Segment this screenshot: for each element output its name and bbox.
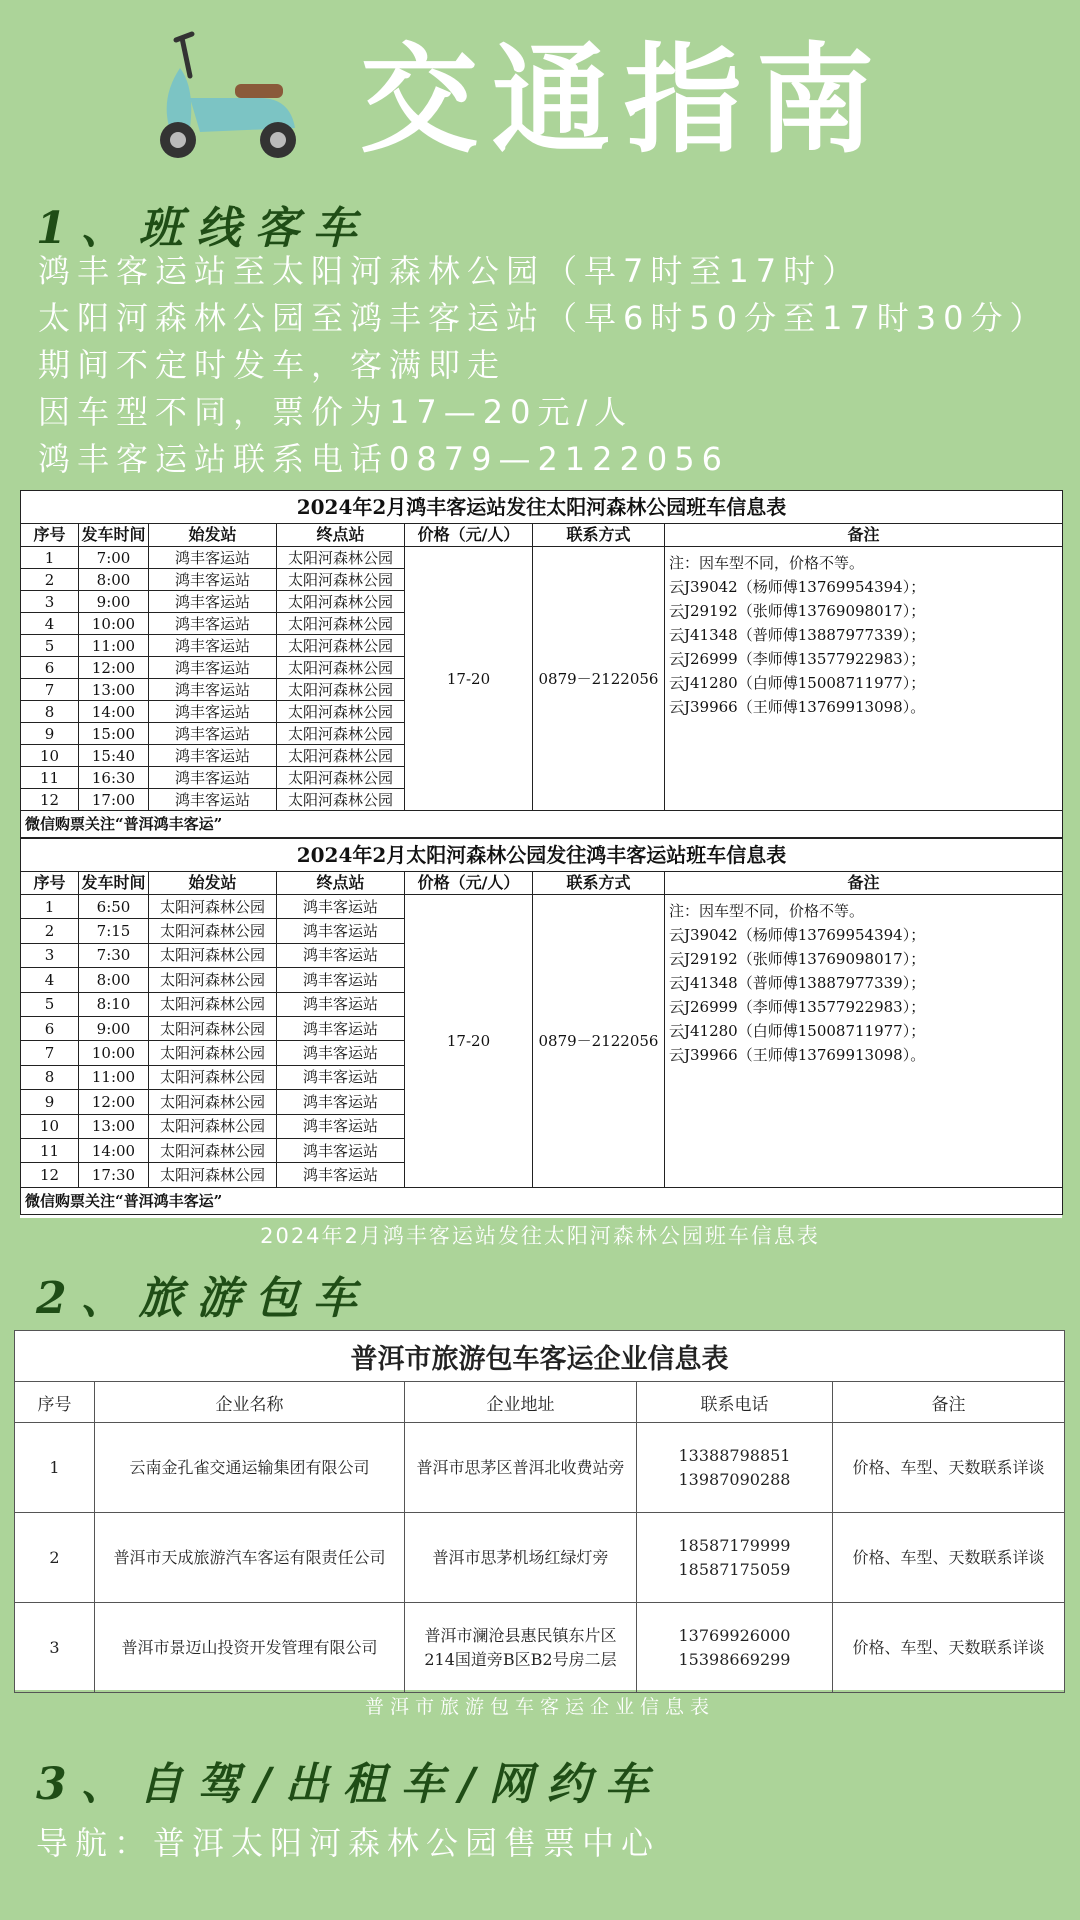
- table-cell: 11:00: [79, 635, 149, 657]
- company-phones: [637, 1423, 833, 1513]
- table-cell: 8: [21, 1065, 79, 1089]
- table-cell: 太阳河森林公园: [149, 992, 277, 1016]
- table-cell: 鸿丰客运站: [277, 1163, 405, 1187]
- table-cell: 鸿丰客运站: [277, 943, 405, 967]
- table-cell: 太阳河森林公园: [149, 1114, 277, 1138]
- column-header: 序号: [21, 524, 79, 547]
- table-cell: 7: [21, 1041, 79, 1065]
- table-cell: 12: [21, 789, 79, 811]
- phone-number: 13388798851: [678, 1445, 791, 1465]
- table-cell: 11: [21, 767, 79, 789]
- table-body: [21, 547, 1063, 811]
- table-title: 2024年2月鸿丰客运站发往太阳河森林公园班车信息表: [21, 491, 1063, 524]
- table-cell: 鸿丰客运站: [149, 635, 277, 657]
- table-cell: 9: [21, 1090, 79, 1114]
- table-cell: 太阳河森林公园: [149, 895, 277, 919]
- column-header: 价格（元/人）: [405, 524, 533, 547]
- table-cell: 7:00: [79, 547, 149, 569]
- table-cell: 10: [21, 1114, 79, 1138]
- table-row: [21, 547, 1063, 569]
- company-note: 价格、车型、天数联系详谈: [833, 1423, 1065, 1513]
- table-cell: 鸿丰客运站: [149, 569, 277, 591]
- table-cell: 太阳河森林公园: [277, 547, 405, 569]
- column-header: 企业地址: [405, 1382, 637, 1423]
- table-cell: 鸿丰客运站: [277, 919, 405, 943]
- table-cell: 11:00: [79, 1065, 149, 1089]
- table-cell: 1: [21, 895, 79, 919]
- table-cell: 太阳河森林公园: [149, 943, 277, 967]
- column-header: 序号: [15, 1382, 95, 1423]
- column-header: 始发站: [149, 524, 277, 547]
- column-header: 价格（元/人）: [405, 872, 533, 895]
- info-line: 因车型不同，票价为17—20元/人: [38, 393, 634, 431]
- address-line: 214国道旁B区B2号房二层: [424, 1649, 617, 1669]
- company-address: [405, 1513, 637, 1603]
- table-cell: 5: [21, 635, 79, 657]
- column-header: 备注: [833, 1382, 1065, 1423]
- contact-cell: 0879－2122056: [533, 547, 665, 811]
- table-cell: 太阳河森林公园: [277, 635, 405, 657]
- column-header: 企业名称: [95, 1382, 405, 1423]
- company-phones: [637, 1513, 833, 1603]
- table-cell: 鸿丰客运站: [277, 895, 405, 919]
- table-cell: 太阳河森林公园: [149, 919, 277, 943]
- table-cell: 太阳河森林公园: [149, 968, 277, 992]
- column-header: 终点站: [277, 872, 405, 895]
- note-line: 云J41280（白师傅15008711977）；: [669, 1022, 926, 1040]
- page-title: 交通指南: [360, 30, 889, 169]
- company-name: 普洱市景迈山投资开发管理有限公司: [95, 1603, 405, 1693]
- table-cell: 太阳河森林公园: [277, 701, 405, 723]
- table-cell: 9:00: [79, 1016, 149, 1040]
- table-cell: 7:30: [79, 943, 149, 967]
- company-note: 价格、车型、天数联系详谈: [833, 1513, 1065, 1603]
- address-line: 普洱市思茅区普洱北收费站旁: [416, 1457, 625, 1477]
- column-header: 联系方式: [533, 872, 665, 895]
- table-cell: 2: [15, 1513, 95, 1603]
- table-cell: 鸿丰客运站: [277, 1114, 405, 1138]
- section-heading-charter: 2、旅游包车: [36, 1273, 371, 1324]
- table-cell: 6: [21, 1016, 79, 1040]
- table-body: [21, 895, 1063, 1188]
- table-cell: 12:00: [79, 657, 149, 679]
- table-cell: 3: [21, 591, 79, 613]
- section-heading-bus: 1、班线客车: [36, 203, 371, 254]
- table-cell: 太阳河森林公园: [277, 767, 405, 789]
- column-header: 发车时间: [79, 872, 149, 895]
- company-address: [405, 1603, 637, 1693]
- company-note: 价格、车型、天数联系详谈: [833, 1603, 1065, 1693]
- phone-number: 15398669299: [678, 1649, 791, 1669]
- table-cell: 6:50: [79, 895, 149, 919]
- address-line: 普洱市澜沧县惠民镇东片区: [424, 1625, 617, 1645]
- column-header: 联系电话: [637, 1382, 833, 1423]
- table-cell: 14:00: [79, 701, 149, 723]
- column-header: 终点站: [277, 524, 405, 547]
- table-cell: 17:30: [79, 1163, 149, 1187]
- table-cell: 13:00: [79, 679, 149, 701]
- column-header: 备注: [665, 872, 1063, 895]
- table-cell: 鸿丰客运站: [277, 1041, 405, 1065]
- table-cell: 鸿丰客运站: [149, 701, 277, 723]
- company-address: [405, 1423, 637, 1513]
- table-cell: 太阳河森林公园: [277, 569, 405, 591]
- note-line: 云J26999（李师傅13577922983）；: [669, 998, 926, 1016]
- company-phones: [637, 1603, 833, 1693]
- table-cell: 17:00: [79, 789, 149, 811]
- table-cell: 8:00: [79, 968, 149, 992]
- company-name: 普洱市天成旅游汽车客运有限责任公司: [95, 1513, 405, 1603]
- table-cell: 12:00: [79, 1090, 149, 1114]
- bus-caption: 2024年2月鸿丰客运站发往太阳河森林公园班车信息表: [260, 1224, 820, 1248]
- table-cell: 10:00: [79, 1041, 149, 1065]
- company-name: 云南金孔雀交通运输集团有限公司: [95, 1423, 405, 1513]
- table-cell: 太阳河森林公园: [149, 1041, 277, 1065]
- charter-table-image: [14, 1330, 1064, 1690]
- table-cell: 太阳河森林公园: [149, 1016, 277, 1040]
- phone-number: 13987090288: [678, 1469, 791, 1489]
- contact-cell: 0879－2122056: [533, 895, 665, 1188]
- price-cell: 17-20: [405, 547, 533, 811]
- table-cell: 鸿丰客运站: [149, 547, 277, 569]
- table-cell: 3: [15, 1603, 95, 1693]
- table-cell: 14:00: [79, 1138, 149, 1162]
- table-cell: 鸿丰客运站: [277, 1016, 405, 1040]
- section-heading-self-drive: 3、自驾/出租车/网约车: [36, 1759, 663, 1810]
- table-cell: 1: [15, 1423, 95, 1513]
- note-line: 云J41280（白师傅15008711977）；: [669, 674, 926, 692]
- note-line: 云J39966（王师傅13769913098）。: [669, 1046, 926, 1064]
- note-line: 云J41348（普师傅13887977339）；: [669, 974, 926, 992]
- note-line: 云J39042（杨师傅13769954394）；: [669, 926, 926, 944]
- table-cell: 7: [21, 679, 79, 701]
- info-line: 鸿丰客运站至太阳河森林公园（早7时至17时）: [38, 252, 862, 290]
- table-cell: 鸿丰客运站: [149, 745, 277, 767]
- table-cell: 鸿丰客运站: [149, 657, 277, 679]
- header: [0, 20, 1080, 170]
- notes-cell: [665, 895, 1063, 1188]
- info-line: 太阳河森林公园至鸿丰客运站（早6时50分至17时30分）: [38, 299, 1049, 337]
- table-cell: 太阳河森林公园: [277, 679, 405, 701]
- table-cell: 鸿丰客运站: [277, 1138, 405, 1162]
- table-cell: 6: [21, 657, 79, 679]
- charter-table: [14, 1330, 1065, 1693]
- note-line: 云J29192（张师傅13769098017）；: [669, 950, 926, 968]
- table-cell: 鸿丰客运站: [277, 1090, 405, 1114]
- notes-cell: [665, 547, 1063, 811]
- table-cell: 9: [21, 723, 79, 745]
- table-footer: 微信购票关注“普洱鸿丰客运”: [21, 1187, 1063, 1214]
- table-body: [15, 1423, 1065, 1693]
- column-header: 序号: [21, 872, 79, 895]
- table-row: [21, 895, 1063, 919]
- table-cell: 太阳河森林公园: [277, 657, 405, 679]
- charter-caption: 普洱市旅游包车客运企业信息表: [364, 1696, 715, 1718]
- bus-table-outbound: [20, 490, 1063, 838]
- table-row: [15, 1513, 1065, 1603]
- bus-info-lines: [38, 248, 1068, 483]
- table-cell: 太阳河森林公园: [149, 1065, 277, 1089]
- table-cell: 4: [21, 968, 79, 992]
- note-line: 云J39042（杨师傅13769954394）；: [669, 578, 926, 596]
- table-cell: 12: [21, 1163, 79, 1187]
- phone-number: 18587179999: [678, 1535, 791, 1555]
- column-header: 发车时间: [79, 524, 149, 547]
- table-cell: 鸿丰客运站: [149, 591, 277, 613]
- table-cell: 8:10: [79, 992, 149, 1016]
- address-line: 普洱市思茅机场红绿灯旁: [432, 1547, 609, 1567]
- info-line: 鸿丰客运站联系电话0879—2122056: [38, 440, 729, 478]
- table-cell: 10: [21, 745, 79, 767]
- table-cell: 10:00: [79, 613, 149, 635]
- column-header: 始发站: [149, 872, 277, 895]
- table-cell: 鸿丰客运站: [277, 968, 405, 992]
- table-cell: 15:40: [79, 745, 149, 767]
- note-line: 注：因车型不同，价格不等。: [669, 554, 865, 572]
- table-cell: 太阳河森林公园: [149, 1090, 277, 1114]
- phone-number: 13769926000: [678, 1625, 791, 1645]
- table-cell: 3: [21, 943, 79, 967]
- table-cell: 7:15: [79, 919, 149, 943]
- table-title: 普洱市旅游包车客运企业信息表: [15, 1331, 1065, 1382]
- table-row: [15, 1603, 1065, 1693]
- table-cell: 太阳河森林公园: [277, 591, 405, 613]
- column-header: 备注: [665, 524, 1063, 547]
- table-cell: 鸿丰客运站: [149, 679, 277, 701]
- table-cell: 鸿丰客运站: [277, 992, 405, 1016]
- note-line: 云J41348（普师傅13887977339）；: [669, 626, 926, 644]
- table-cell: 1: [21, 547, 79, 569]
- table-cell: 13:00: [79, 1114, 149, 1138]
- table-cell: 太阳河森林公园: [277, 745, 405, 767]
- table-row: [15, 1423, 1065, 1513]
- navigation-text: 导航：普洱太阳河森林公园售票中心: [36, 1824, 661, 1862]
- table-cell: 太阳河森林公园: [277, 613, 405, 635]
- note-line: 云J29192（张师傅13769098017）；: [669, 602, 926, 620]
- table-cell: 鸿丰客运站: [277, 1065, 405, 1089]
- table-cell: 太阳河森林公园: [277, 723, 405, 745]
- table-cell: 9:00: [79, 591, 149, 613]
- column-header: 联系方式: [533, 524, 665, 547]
- table-cell: 16:30: [79, 767, 149, 789]
- table-cell: 15:00: [79, 723, 149, 745]
- phone-number: 18587175059: [678, 1559, 791, 1579]
- scooter-icon: [140, 28, 315, 168]
- table-cell: 鸿丰客运站: [149, 767, 277, 789]
- info-line: 期间不定时发车，客满即走: [38, 346, 507, 384]
- table-cell: 2: [21, 919, 79, 943]
- note-line: 云J26999（李师傅13577922983）；: [669, 650, 926, 668]
- bus-schedule-image: [20, 490, 1062, 1218]
- table-cell: 太阳河森林公园: [149, 1163, 277, 1187]
- table-cell: 鸿丰客运站: [149, 613, 277, 635]
- note-line: 注：因车型不同，价格不等。: [669, 902, 865, 920]
- table-cell: 4: [21, 613, 79, 635]
- table-cell: 2: [21, 569, 79, 591]
- table-cell: 太阳河森林公园: [277, 789, 405, 811]
- table-cell: 8:00: [79, 569, 149, 591]
- table-cell: 太阳河森林公园: [149, 1138, 277, 1162]
- table-footer: 微信购票关注“普洱鸿丰客运”: [21, 811, 1063, 838]
- note-line: 云J39966（王师傅13769913098）。: [669, 698, 926, 716]
- table-cell: 鸿丰客运站: [149, 723, 277, 745]
- table-title: 2024年2月太阳河森林公园发往鸿丰客运站班车信息表: [21, 839, 1063, 872]
- price-cell: 17-20: [405, 895, 533, 1188]
- bus-table-return: [20, 838, 1063, 1215]
- table-cell: 鸿丰客运站: [149, 789, 277, 811]
- table-cell: 5: [21, 992, 79, 1016]
- table-cell: 11: [21, 1138, 79, 1162]
- table-cell: 8: [21, 701, 79, 723]
